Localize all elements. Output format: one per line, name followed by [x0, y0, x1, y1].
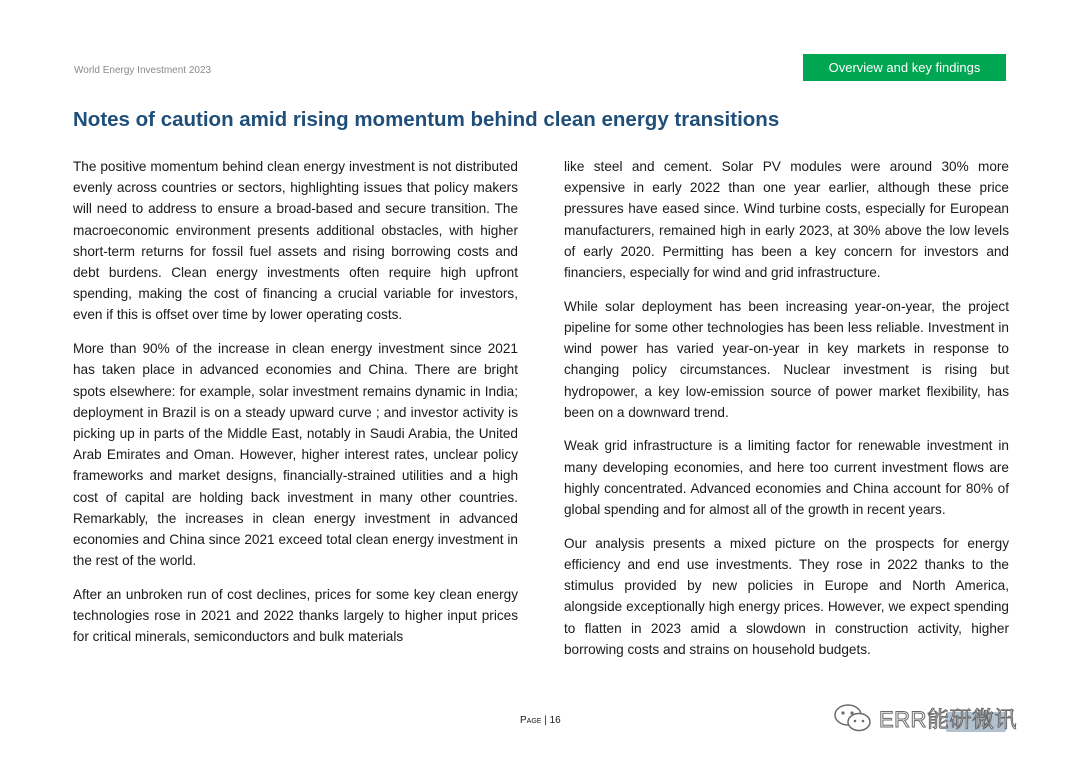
page-separator: |	[541, 715, 550, 726]
paragraph: like steel and cement. Solar PV modules were around 30% more expensive in early 2022 than one year earlier, although these price pressures have eased since. Wind turbine costs, especially for European manufacturers, remained high in early 2023, at 30% above the low levels of early 2020. Permitting has been a key concern for investors and financiers, especially for wind and grid infrastructure.	[564, 159, 1009, 281]
right-column	[564, 156, 1009, 672]
paragraph: More than 90% of the increase in clean energy investment since 2021 has taken place in advanced economies and China. There are bright spots elsewhere: for example, solar investment remains dynamic in India; deployment in Brazil is on a steady upward curve ; and investor activity is picking up in parts of the Middle East, notably in Saudi Arabia, the United Arab Emirates and Oman. However, higher interest rates, unclear policy frameworks and market designs, financially-strained utilities and a high cost of capital are holding back investment in many other countries. Remarkably, the increases in clean energy investment in advanced economies and China since 2021 exceed total clean energy investment in the rest of the world.	[73, 341, 518, 569]
left-column	[73, 156, 518, 660]
page-title: Notes of caution amid rising momentum behind clean energy transitions	[73, 108, 780, 131]
wechat-icon	[833, 703, 873, 733]
watermark	[833, 700, 1017, 736]
page-label: Page	[520, 715, 542, 726]
report-name: World Energy Investment 2023	[74, 65, 212, 76]
paragraph: After an unbroken run of cost declines, prices for some key clean energy technologies rose in 2021 and 2022 thanks largely to higher input prices for critical minerals, semiconductors and bulk materials	[73, 586, 518, 645]
page-number	[520, 715, 561, 726]
section-tab: Overview and key findings	[803, 54, 1006, 81]
paragraph: While solar deployment has been increasing year-on-year, the project pipeline for some other technologies has been less reliable. Investment in wind power has varied year-on-year in key markets in response to changing policy circumstances. Nuclear investment is rising but hydropower, a key low-emission source of power market flexibility, has been on a downward trend.	[564, 298, 1009, 420]
page-number-value: 16	[549, 715, 561, 726]
paragraph: Weak grid infrastructure is a limiting factor for renewable investment in many developing economies, and here too current investment flows are highly concentrated. Advanced economies and China account for 80% of global spending and for almost all of the growth in recent years.	[564, 438, 1009, 518]
paragraph: Our analysis presents a mixed picture on the prospects for energy efficiency and end use investments. They rose in 2022 thanks to the stimulus provided by new policies in Europe and North America, alongside exceptionally high energy prices. However, we expect spending to flatten in 2023 amid a slowdown in construction activity, higher borrowing costs and strains on household budgets.	[564, 535, 1009, 657]
paragraph: The positive momentum behind clean energy investment is not distributed evenly across countries or sectors, highlighting issues that policy makers will need to address to ensure a broad-based and secure transition. The macroeconomic environment presents additional obstacles, with higher short-term returns for fossil fuel assets and rising borrowing costs and debt burdens. Clean energy investments often require high upfront spending, making the cost of financing a crucial variable for investors, even if this is offset over time by lower operating costs.	[73, 159, 518, 323]
watermark-label: ERR能研微讯	[879, 706, 1017, 732]
